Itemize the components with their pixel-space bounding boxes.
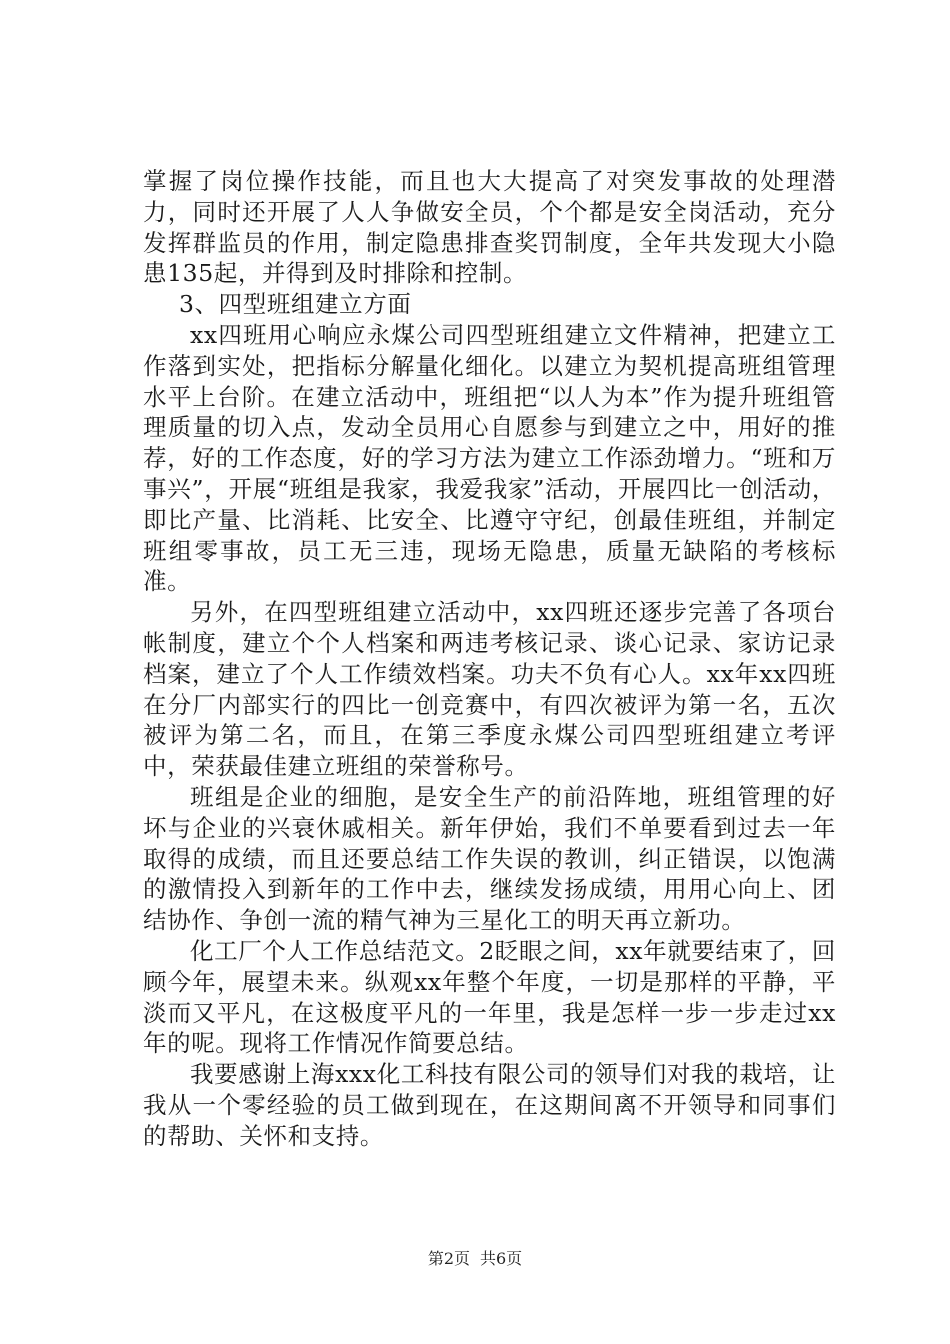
- paragraph: 我要感谢上海xxx化工科技有限公司的领导们对我的栽培，让我从一个零经验的员工做到现在，在这期间离不开领导和同事们的帮助、关怀和支持。: [143, 1060, 836, 1150]
- paragraph: 另外，在四型班组建立活动中，xx四班还逐步完善了各项台帐制度，建立个个人档案和两违考核记录、谈心记录、家访记录档案，建立了个人工作绩效档案。功夫不负有心人。xx年xx四班在分厂内部实行的四比一创竞赛中，有四次被评为第一名，五次被评为第二名，而且，在第三季度永煤公司四型班组建立考评中，荣获最佳建立班组的荣誉称号。: [143, 598, 836, 781]
- document-body: [143, 166, 836, 1152]
- paragraph-continuation: 掌握了岗位操作技能，而且也大大提高了对突发事故的处理潜力，同时还开展了人人争做安全员，个个都是安全岗活动，充分发挥群监员的作用，制定隐患排查奖罚制度，全年共发现大小隐患135起，并得到及时排除和控制。: [143, 167, 836, 288]
- page-footer: [0, 1246, 950, 1269]
- paragraph: 化工厂个人工作总结范文。2眨眼之间，xx年就要结束了，回顾今年，展望未来。纵观xx年整个年度，一切是那样的平静，平淡而又平凡，在这极度平凡的一年里，我是怎样一步一步走过xx年的呢。现将工作情况作简要总结。: [143, 936, 836, 1058]
- section-heading: 3、四型班组建立方面: [179, 290, 412, 319]
- paragraph: xx四班用心响应永煤公司四型班组建立文件精神，把建立工作落到实处，把指标分解量化细化。以建立为契机提高班组管理水平上台阶。在建立活动中，班组把“以人为本”作为提升班组管理质量的切入点，发动全员用心自愿参与到建立之中，用好的推荐，好的工作态度，好的学习方法为建立工作添劲增力。“班和万事兴”，开展“班组是我家，我爱我家”活动，开展四比一创活动，即比产量、比消耗、比安全、比遵守守纪，创最佳班组，并制定班组零事故，员工无三违，现场无隐患，质量无缺陷的考核标准。: [143, 320, 836, 596]
- page-number: 第2页: [427, 1249, 470, 1268]
- page-total: 共6页: [480, 1249, 523, 1268]
- paragraph: 班组是企业的细胞，是安全生产的前沿阵地，班组管理的好坏与企业的兴衰休戚相关。新年伊始，我们不单要看到过去一年取得的成绩，而且还要总结工作失误的教训，纠正错误，以饱满的激情投入到新年的工作中去，继续发扬成绩，用用心向上、团结协作、争创一流的精气神为三星化工的明天再立新功。: [143, 782, 836, 935]
